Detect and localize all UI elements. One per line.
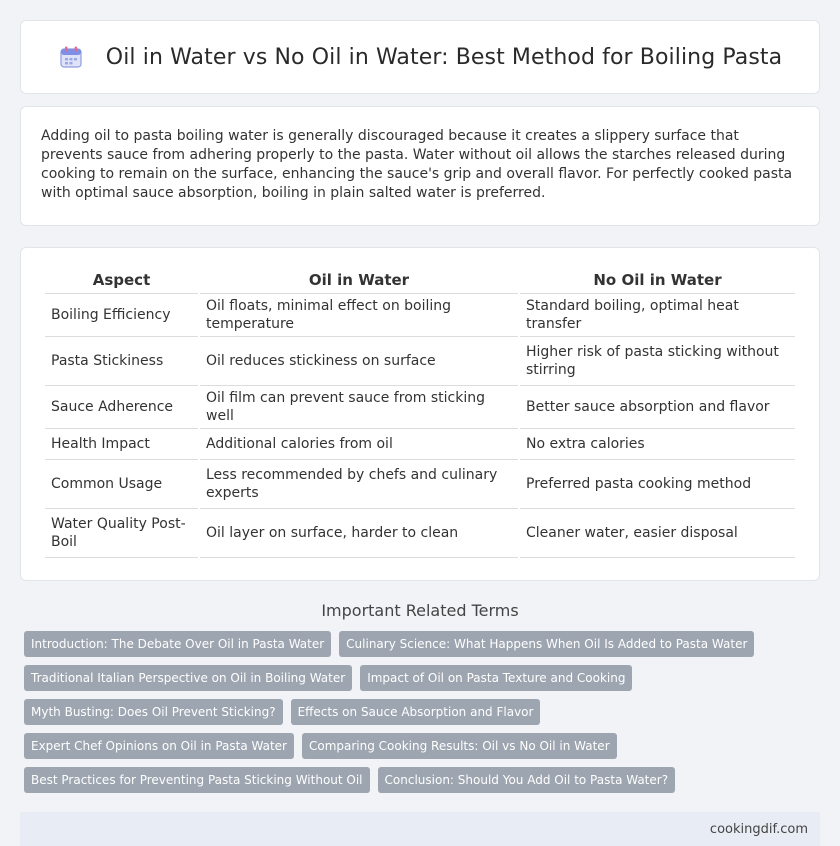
intro-card bbox=[20, 106, 820, 226]
cell-no-oil: Standard boiling, optimal heat transfer bbox=[520, 294, 795, 337]
related-tag[interactable]: Best Practices for Preventing Pasta Sticking Without Oil bbox=[24, 767, 370, 793]
related-tag[interactable]: Expert Chef Opinions on Oil in Pasta Water bbox=[24, 733, 294, 759]
table-row bbox=[45, 429, 795, 460]
table-row bbox=[45, 460, 795, 509]
cell-aspect: Pasta Stickiness bbox=[45, 337, 198, 386]
cell-aspect: Boiling Efficiency bbox=[45, 294, 198, 337]
cell-aspect: Health Impact bbox=[45, 429, 198, 460]
header-oil-in-water: Oil in Water bbox=[200, 268, 518, 294]
table-header-row bbox=[45, 268, 795, 294]
comparison-table bbox=[43, 268, 797, 558]
cell-no-oil: Preferred pasta cooking method bbox=[520, 460, 795, 509]
cell-oil: Additional calories from oil bbox=[200, 429, 518, 460]
cell-aspect: Sauce Adherence bbox=[45, 386, 198, 429]
related-terms-title: Important Related Terms bbox=[321, 601, 519, 620]
cell-oil: Oil film can prevent sauce from sticking well bbox=[200, 386, 518, 429]
related-tag[interactable]: Comparing Cooking Results: Oil vs No Oil in Water bbox=[302, 733, 617, 759]
cell-oil: Oil floats, minimal effect on boiling temperature bbox=[200, 294, 518, 337]
table-row bbox=[45, 509, 795, 558]
cell-aspect: Common Usage bbox=[45, 460, 198, 509]
related-tag[interactable]: Effects on Sauce Absorption and Flavor bbox=[291, 699, 541, 725]
footer-site-link[interactable]: cookingdif.com bbox=[709, 821, 808, 837]
related-terms-tags bbox=[20, 631, 820, 801]
related-tag[interactable]: Introduction: The Debate Over Oil in Pasta Water bbox=[24, 631, 331, 657]
intro-text: Adding oil to pasta boiling water is generally discouraged because it creates a slippery surface that prevents sauce from adhering properly to the pasta. Water without oil allows the starches released during cooking to remain on the surface, enhancing the sauce's grip and overall flavor. For perfectly cooked pasta with optimal sauce absorption, boiling in plain salted water is preferred. bbox=[41, 128, 793, 201]
cell-oil: Oil reduces stickiness on surface bbox=[200, 337, 518, 386]
cell-no-oil: Cleaner water, easier disposal bbox=[520, 509, 795, 558]
related-tag[interactable]: Impact of Oil on Pasta Texture and Cooking bbox=[360, 665, 632, 691]
table-row bbox=[45, 386, 795, 429]
related-tag[interactable]: Traditional Italian Perspective on Oil in Boiling Water bbox=[24, 665, 352, 691]
cell-no-oil: No extra calories bbox=[520, 429, 795, 460]
calendar-icon bbox=[58, 44, 84, 70]
cell-no-oil: Higher risk of pasta sticking without stirring bbox=[520, 337, 795, 386]
related-tag[interactable]: Myth Busting: Does Oil Prevent Sticking? bbox=[24, 699, 283, 725]
related-tag[interactable]: Conclusion: Should You Add Oil to Pasta Water? bbox=[378, 767, 676, 793]
header-aspect: Aspect bbox=[45, 268, 198, 294]
cell-no-oil: Better sauce absorption and flavor bbox=[520, 386, 795, 429]
table-row bbox=[45, 294, 795, 337]
comparison-card bbox=[20, 247, 820, 581]
cell-oil: Less recommended by chefs and culinary experts bbox=[200, 460, 518, 509]
page-title: Oil in Water vs No Oil in Water: Best Method for Boiling Pasta bbox=[105, 44, 783, 70]
header-no-oil-in-water: No Oil in Water bbox=[520, 268, 795, 294]
page-header bbox=[20, 20, 820, 94]
cell-oil: Oil layer on surface, harder to clean bbox=[200, 509, 518, 558]
footer bbox=[20, 812, 820, 846]
cell-aspect: Water Quality Post-Boil bbox=[45, 509, 198, 558]
table-row bbox=[45, 337, 795, 386]
related-tag[interactable]: Culinary Science: What Happens When Oil Is Added to Pasta Water bbox=[339, 631, 754, 657]
